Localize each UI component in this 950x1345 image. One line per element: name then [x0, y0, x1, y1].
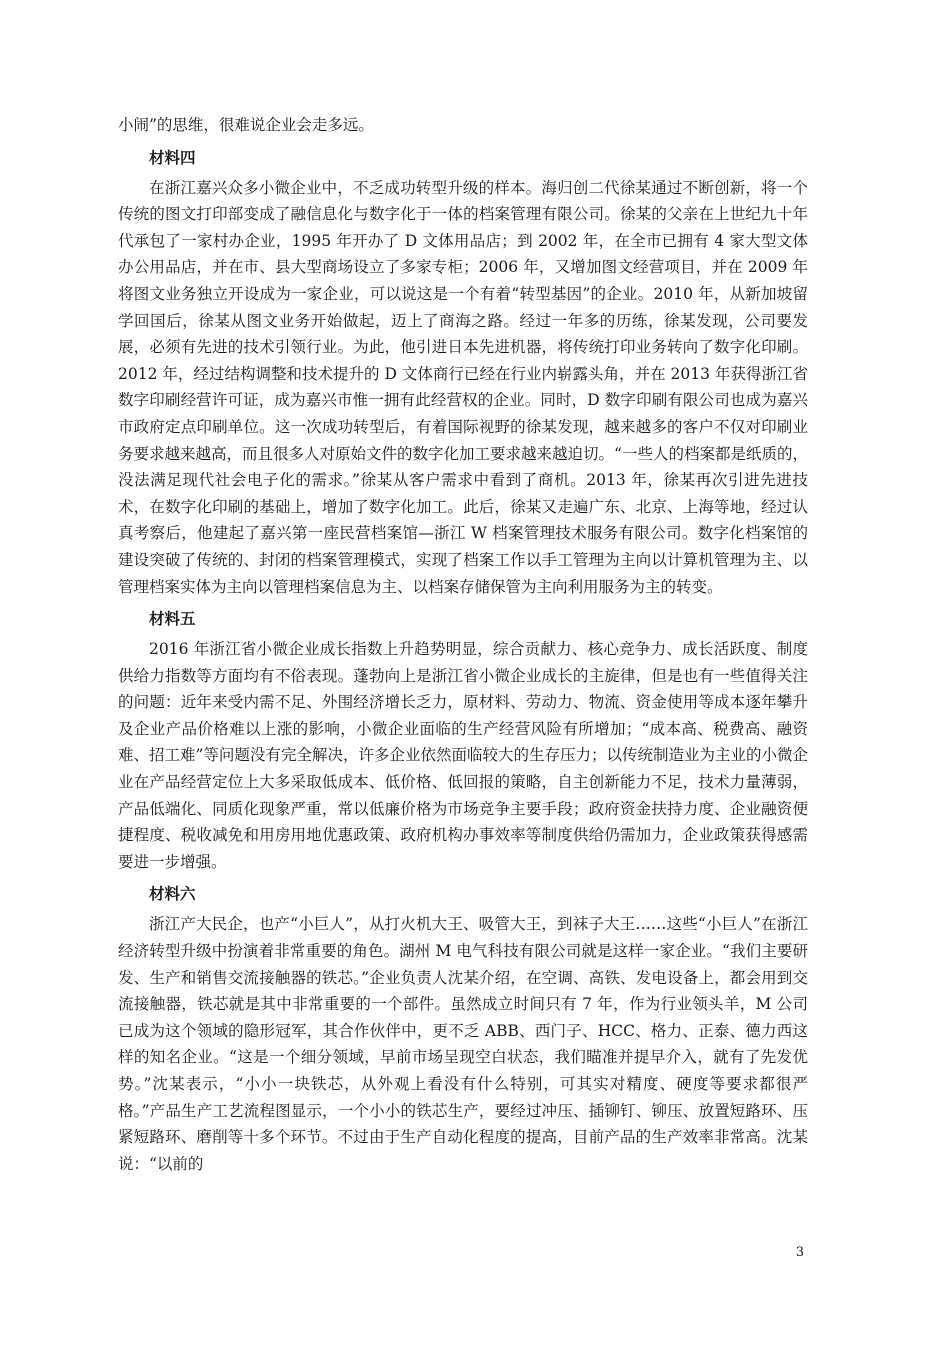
- section-6-paragraph: 浙江产大民企，也产“小巨人”，从打火机大王、吸管大王，到袜子大王……这些“小巨人”在浙江经济转型升级中扮演着非常重要的角色。湖州 M 电气科技有限公司就是这样一家企业。“我们主要研发、生产和销售交流接触器的铁芯。”企业负责人沈某介绍，在空调、高铁、发电设备上，都会用到交流接触器，铁芯就是其中非常重要的一个部件。虽然成立时间只有 7 年，作为行业领头羊，M 公司已成为这个领域的隐形冠军，其合作伙伴中，更不乏 ABB、西门子、HCC、格力、正泰、德力西这样的知名企业。“这是一个细分领域，早前市场呈现空白状态，我们瞄准并提早介入，就有了先发优势。”沈某表示，“小小一块铁芯，从外观上看没有什么特别，可其实对精度、硬度等要求都很严格。”产品生产工艺流程图显示，一个小小的铁芯生产，要经过冲压、插铆钉、铆压、放置短路环、压紧短路环、磨削等十多个环节。不过由于生产自动化程度的提高，目前产品的生产效率非常高。沈某说：“以前的: [118, 915, 808, 1173]
- section-6-heading: 材料六: [149, 885, 196, 904]
- document-body: [118, 112, 808, 1177]
- section-4-paragraph: 在浙江嘉兴众多小微企业中，不乏成功转型升级的样本。海归创二代徐某通过不断创新，将一个传统的图文打印部变成了融信息化与数字化于一体的档案管理有限公司。徐某的父亲在上世纪九十年代承包了一家村办企业，1995 年开办了 D 文体用品店；到 2002 年，在全市已拥有 4 家大型文体办公用品店，并在市、县大型商场设立了多家专柜；2006 年，又增加图文经营项目，并在 2009 年将图文业务独立开设成为一家企业，可以说这是一个有着“转型基因”的企业。2010 年，从新加坡留学回国后，徐某从图文业务开始做起，迈上了商海之路。经过一年多的历练，徐某发现，公司要发展，必须有先进的技术引领行业。为此，他引进日本先进机器，将传统打印业务转向了数字化印刷。2012 年，经过结构调整和技术提升的 D 文体商行已经在行业内崭露头角，并在 2013 年获得浙江省数字印刷经营许可证，成为嘉兴市惟一拥有此经营权的企业。同时，D 数字印刷有限公司也成为嘉兴市政府定点印刷单位。这一次成功转型后，有着国际视野的徐某发现，越来越多的客户不仅对印刷业务要求越来越高，而且很多人对原始文件的数字化加工要求越来越迫切。“一些人的档案都是纸质的，没法满足现代社会电子化的需求。”徐某从客户需求中看到了商机。2013 年，徐某再次引进先进技术，在数字化印刷的基础上，增加了数字化加工。此后，徐某又走遍广东、北京、上海等地，经过认真考察后，他建起了嘉兴第一座民营档案馆—浙江 W 档案管理技术服务有限公司。数字化档案馆的建设突破了传统的、封闭的档案管理模式，实现了档案工作以手工管理为主向以计算机管理为主、以管理档案实体为主向以管理档案信息为主、以档案存储保管为主向利用服务为主的转变。: [118, 178, 808, 596]
- page-number: 3: [795, 1245, 804, 1260]
- section-5-paragraph: 2016 年浙江省小微企业成长指数上升趋势明显，综合贡献力、核心竞争力、成长活跃度、制度供给力指数等方面均有不俗表现。蓬勃向上是浙江省小微企业成长的主旋律，但是也有一些值得关注的问题：近年来受内需不足、外围经济增长乏力，原材料、劳动力、物流、资金使用等成本逐年攀升及企业产品价格难以上涨的影响，小微企业面临的生产经营风险有所增加；“成本高、税费高、融资难、招工难”等问题没有完全解决，许多企业依然面临较大的生存压力；以传统制造业为主业的小微企业在产品经营定位上大多采取低成本、低价格、低回报的策略，自主创新能力不足，技术力量薄弱，产品低端化、同质化现象严重，常以低廉价格为市场竞争主要手段；政府资金扶持力度、企业融资便捷程度、税收减免和用房用地优惠政策、政府机构办事效率等制度供给仍需加力，企业政策获得感需要进一步增强。: [118, 640, 808, 871]
- section-4-heading: 材料四: [149, 148, 196, 167]
- section-5-heading: 材料五: [149, 610, 196, 629]
- intro-paragraph: 小闹”的思维，很难说企业会走多远。: [118, 116, 374, 134]
